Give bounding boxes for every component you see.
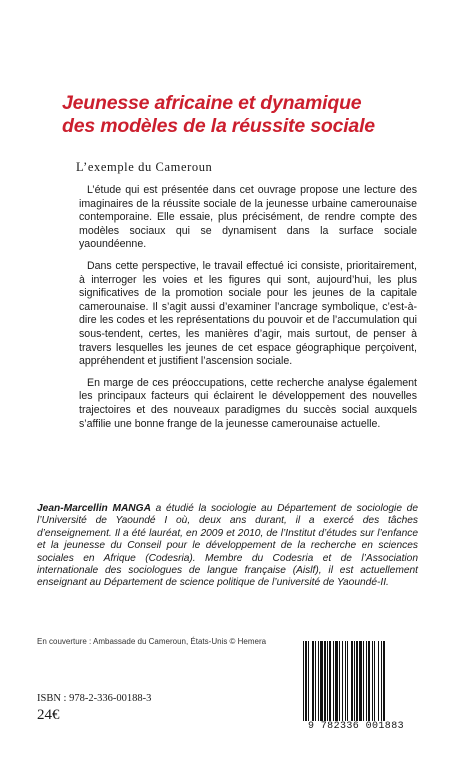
cover-credit: En couverture : Ambassade du Cameroun, États-Unis © Hemera [37, 637, 267, 646]
abstract-paragraph-2: Dans cette perspective, le travail effectué ici consiste, prioritairement, à interroger les voies et les figures qui sont, aujourd’hui, les plus significatives de la promotion sociale pour les jeunes de la capitale camerounaise. Il s’agit aussi d’examiner l’ancrage symbolique, c’est-à-dire les codes et les représentations du pouvoir et de l’accumulation qui sous-tendent, certes, les manières d’agir, mais surtout, de penser à travers lesquelles les jeunes de cet espace géographique perçoivent, appréhendent et justifient l’ascension sociale. [79, 259, 417, 368]
barcode-bar [378, 641, 379, 721]
barcode-bar [356, 641, 358, 721]
author-bio [37, 503, 418, 590]
title-line-2: des modèles de la réussite sociale [62, 115, 375, 137]
abstract [79, 184, 417, 439]
barcode-bar [347, 641, 348, 721]
isbn: ISBN : 978-2-336-00188-3 [37, 693, 152, 704]
book-title [62, 92, 432, 138]
barcode-digits: 9 782336 001883 [297, 721, 415, 732]
barcode-bar [312, 641, 314, 721]
barcode-bar [320, 641, 323, 721]
barcode-bar [303, 641, 304, 721]
barcode-bar [363, 641, 364, 721]
author-bio-paragraph [37, 503, 418, 590]
barcode-bar [381, 641, 382, 721]
barcode-bar [368, 641, 370, 721]
barcode-bar [383, 641, 385, 721]
barcode-bar [305, 641, 307, 721]
barcode-bar [374, 641, 375, 721]
book-subtitle: L’exemple du Cameroun [76, 160, 213, 174]
barcode-bar [372, 641, 373, 721]
barcode-bar [318, 641, 319, 721]
barcode [297, 637, 415, 739]
barcode-bar [335, 641, 338, 721]
barcode-bar [359, 641, 362, 721]
barcode-bars [297, 637, 415, 725]
barcode-bar [339, 641, 340, 721]
barcode-bar [354, 641, 355, 721]
barcode-bar [308, 641, 309, 721]
abstract-paragraph-1: L’étude qui est présentée dans cet ouvrage propose une lecture des imaginaires de la réussite sociale de la jeunesse urbaine camerounaise contemporaine. Elle essaie, plus précisément, de rendre compte des modèles sociaux qui se dynamisent dans la surface sociale yaoundéenne. [79, 184, 417, 251]
barcode-bar [329, 641, 331, 721]
abstract-paragraph-3: En marge de ces préoccupations, cette recherche analyse également les principaux facteurs qui éclairent le développement des nouvelles trajectoires et des nouveaux paradigmes du succès social auxquels s’affilie une bonne frange de la jeunesse camerounaise actuelle. [79, 376, 417, 430]
barcode-bar [327, 641, 328, 721]
barcode-bar [342, 641, 343, 721]
author-bio-text: a étudié la sociologie au Département de sociologie de l’Université de Yaoundé I où, deux ans durant, il a exercé des tâches d’enseignement. Il a été lauréat, en 2009 et 2010, de l’Institut d’études sur l’enfance et la jeunesse du Conseil pour le développement de la recherche en sciences sociales en Afrique (Codesria). Membre du Codesria et de l’Association internationale des sociologues de langue française (Aislf), il est actuellement enseignant au Département de science politique de l’université de Yaoundé-II. [37, 503, 418, 589]
price: 24€ [37, 707, 60, 723]
title-line-1: Jeunesse africaine et dynamique [62, 92, 362, 114]
barcode-bar [351, 641, 353, 721]
barcode-bar [366, 641, 367, 721]
barcode-bar [315, 641, 316, 721]
barcode-bar [345, 641, 346, 721]
author-name: Jean-Marcellin MANGA [37, 503, 151, 514]
barcode-bar [333, 641, 334, 721]
barcode-bar [324, 641, 326, 721]
